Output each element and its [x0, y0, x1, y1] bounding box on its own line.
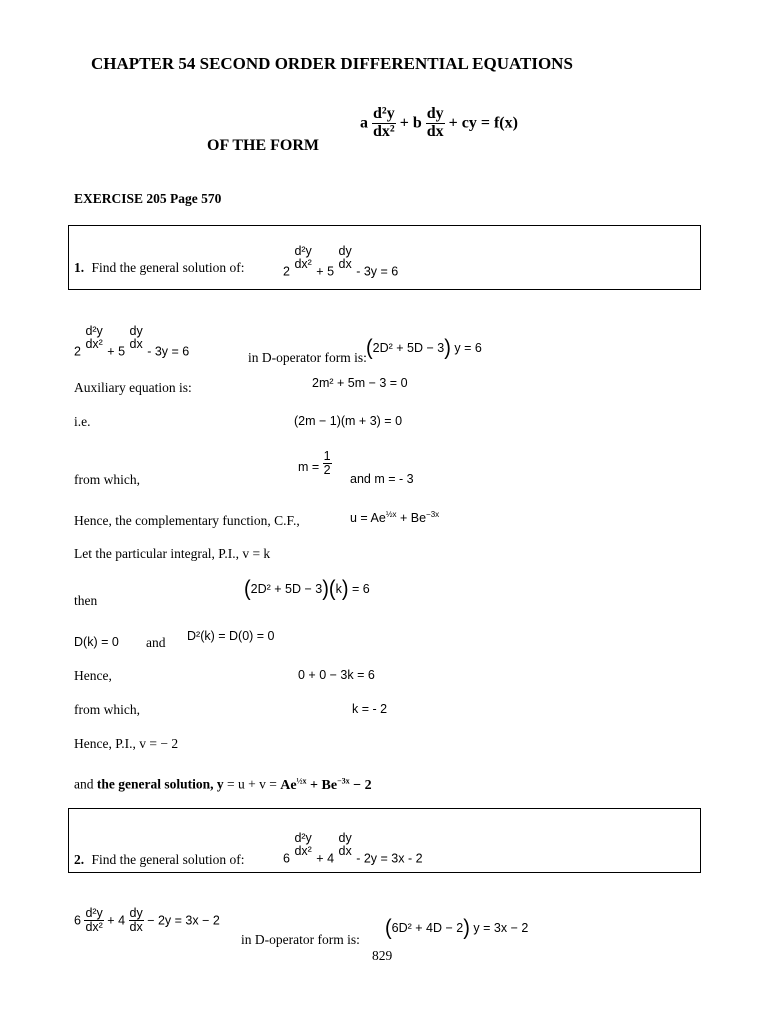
- q1-dx: dx: [338, 257, 352, 272]
- q2-dx: dx: [338, 844, 352, 859]
- half-num: 1: [323, 449, 331, 463]
- s1-dx2: dx²: [85, 337, 103, 352]
- question-2-number: 2.: [74, 852, 85, 867]
- half-den: 2: [323, 463, 331, 478]
- dk-and: and: [146, 635, 166, 650]
- form-rhs: + cy = f(x): [448, 114, 518, 132]
- s2-dx: dx: [129, 920, 143, 935]
- then-rhs: = 6: [352, 582, 370, 596]
- s1-dx: dx: [129, 337, 143, 352]
- s1-coef: 2: [74, 344, 81, 359]
- s1-dy: dy: [129, 324, 143, 338]
- question-2-text: Find the general solution of:: [91, 852, 245, 867]
- then-inner: 2D² + 5D − 3: [250, 582, 323, 596]
- cf-u: u = Ae: [350, 511, 386, 526]
- cf-exp2: −3x: [426, 510, 440, 519]
- s2-dop-label: in D-operator form is:: [241, 932, 360, 947]
- gs-exp2: −3x: [337, 776, 350, 785]
- question-1-text: Find the general solution of:: [91, 260, 245, 275]
- form-dx2: dx²: [373, 122, 395, 140]
- s2-coef: 6: [74, 913, 81, 928]
- from-which-label: from which,: [74, 472, 140, 487]
- cf-exp1: ½x: [385, 510, 397, 519]
- form-equation: [360, 106, 518, 141]
- q2-plus4: + 4: [316, 851, 335, 866]
- question-1-equation: [283, 245, 398, 278]
- hence-label: Hence,: [74, 668, 112, 683]
- s1-dop-expr: (2D² + 5D − 3) y = 6: [366, 335, 482, 361]
- page-title: CHAPTER 54 SECOND ORDER DIFFERENTIAL EQUATIONS: [91, 54, 573, 73]
- question-1-number: 1.: [74, 260, 85, 275]
- s1-dop-label: in D-operator form is:: [248, 350, 367, 365]
- d2k-equation: D²(k) = D(0) = 0: [187, 629, 275, 643]
- form-a: a: [360, 114, 368, 132]
- cf-label: Hence, the complementary function, C.F.,: [74, 513, 300, 528]
- s2-dx2: dx²: [85, 920, 103, 935]
- from-which-2-label: from which,: [74, 702, 140, 717]
- aux-equation: 2m² + 5m − 3 = 0: [312, 376, 408, 390]
- gs-bold: the general solution, y: [96, 776, 224, 792]
- q1-d2y: d²y: [294, 244, 312, 258]
- s2-plus4: + 4: [107, 913, 126, 928]
- then-label: then: [74, 593, 98, 608]
- hence-equation: 0 + 0 − 3k = 6: [298, 668, 375, 682]
- k-equation: k = - 2: [352, 702, 388, 716]
- q2-dx2: dx²: [294, 844, 312, 859]
- m-roots: [298, 450, 332, 477]
- form-dy: dy: [426, 105, 444, 122]
- s1-dop-inner: 2D² + 5D − 3: [372, 341, 445, 355]
- question-2: [74, 832, 244, 868]
- form-plus-b: + b: [399, 114, 422, 132]
- gs-ae: Ae: [280, 777, 297, 793]
- s2-dy: dy: [129, 906, 143, 920]
- ie-label: i.e.: [74, 414, 91, 429]
- s2-equation: [74, 907, 220, 934]
- pi-label: Let the particular integral, P.I., v = k: [74, 546, 271, 561]
- question-1: [74, 240, 244, 276]
- gs-and: and: [74, 776, 94, 792]
- cf-b: + Be: [396, 511, 427, 526]
- then-expression: (2D² + 5D − 3)(k) = 6: [244, 576, 370, 602]
- ie-equation: (2m − 1)(m + 3) = 0: [294, 414, 403, 428]
- q2-d2y: d²y: [294, 831, 312, 845]
- q1-plus5: + 5: [316, 264, 335, 279]
- s1-plus5: + 5: [107, 344, 126, 359]
- q2-tail: - 2y = 3x - 2: [356, 851, 423, 866]
- aux-label: Auxiliary equation is:: [74, 380, 192, 395]
- q1-coef: 2: [283, 264, 290, 279]
- s2-dop-expr: (6D² + 4D − 2) y = 3x − 2: [385, 915, 529, 941]
- dk-equation: D(k) = 0: [74, 635, 119, 649]
- general-solution-1: [74, 776, 372, 794]
- s1-tail: - 3y = 6: [147, 344, 190, 359]
- q2-coef: 6: [283, 851, 290, 866]
- gs-mid: = u + v =: [227, 776, 277, 792]
- form-d2y: d²y: [373, 105, 395, 122]
- s1-d2y: d²y: [85, 324, 103, 338]
- s2-dop-inner: 6D² + 4D − 2: [391, 921, 464, 935]
- exercise-heading: EXERCISE 205 Page 570: [74, 191, 222, 206]
- gs-exp1: ½x: [296, 776, 307, 785]
- q1-tail: - 3y = 6: [356, 264, 399, 279]
- question-2-equation: [283, 832, 423, 865]
- q2-dy: dy: [338, 831, 352, 845]
- m-second-root: and m = - 3: [350, 472, 414, 486]
- s2-dop-rhs: y = 3x − 2: [473, 921, 529, 935]
- form-label: OF THE FORM: [207, 137, 319, 154]
- s2-d2y: d²y: [85, 906, 103, 920]
- gs-be: + Be: [306, 777, 338, 793]
- then-k: k: [335, 582, 342, 596]
- s2-tail: − 2y = 3x − 2: [147, 913, 220, 928]
- pi-result: Hence, P.I., v = − 2: [74, 736, 179, 751]
- page-number: 829: [372, 948, 393, 963]
- gs-tail: − 2: [349, 777, 372, 793]
- cf-expression: [350, 510, 439, 525]
- form-dx: dx: [426, 122, 444, 140]
- s1-equation: [74, 325, 189, 358]
- m-equals: m =: [298, 459, 320, 474]
- q1-dy: dy: [338, 244, 352, 258]
- s1-dop-rhs: y = 6: [454, 341, 482, 355]
- q1-dx2: dx²: [294, 257, 312, 272]
